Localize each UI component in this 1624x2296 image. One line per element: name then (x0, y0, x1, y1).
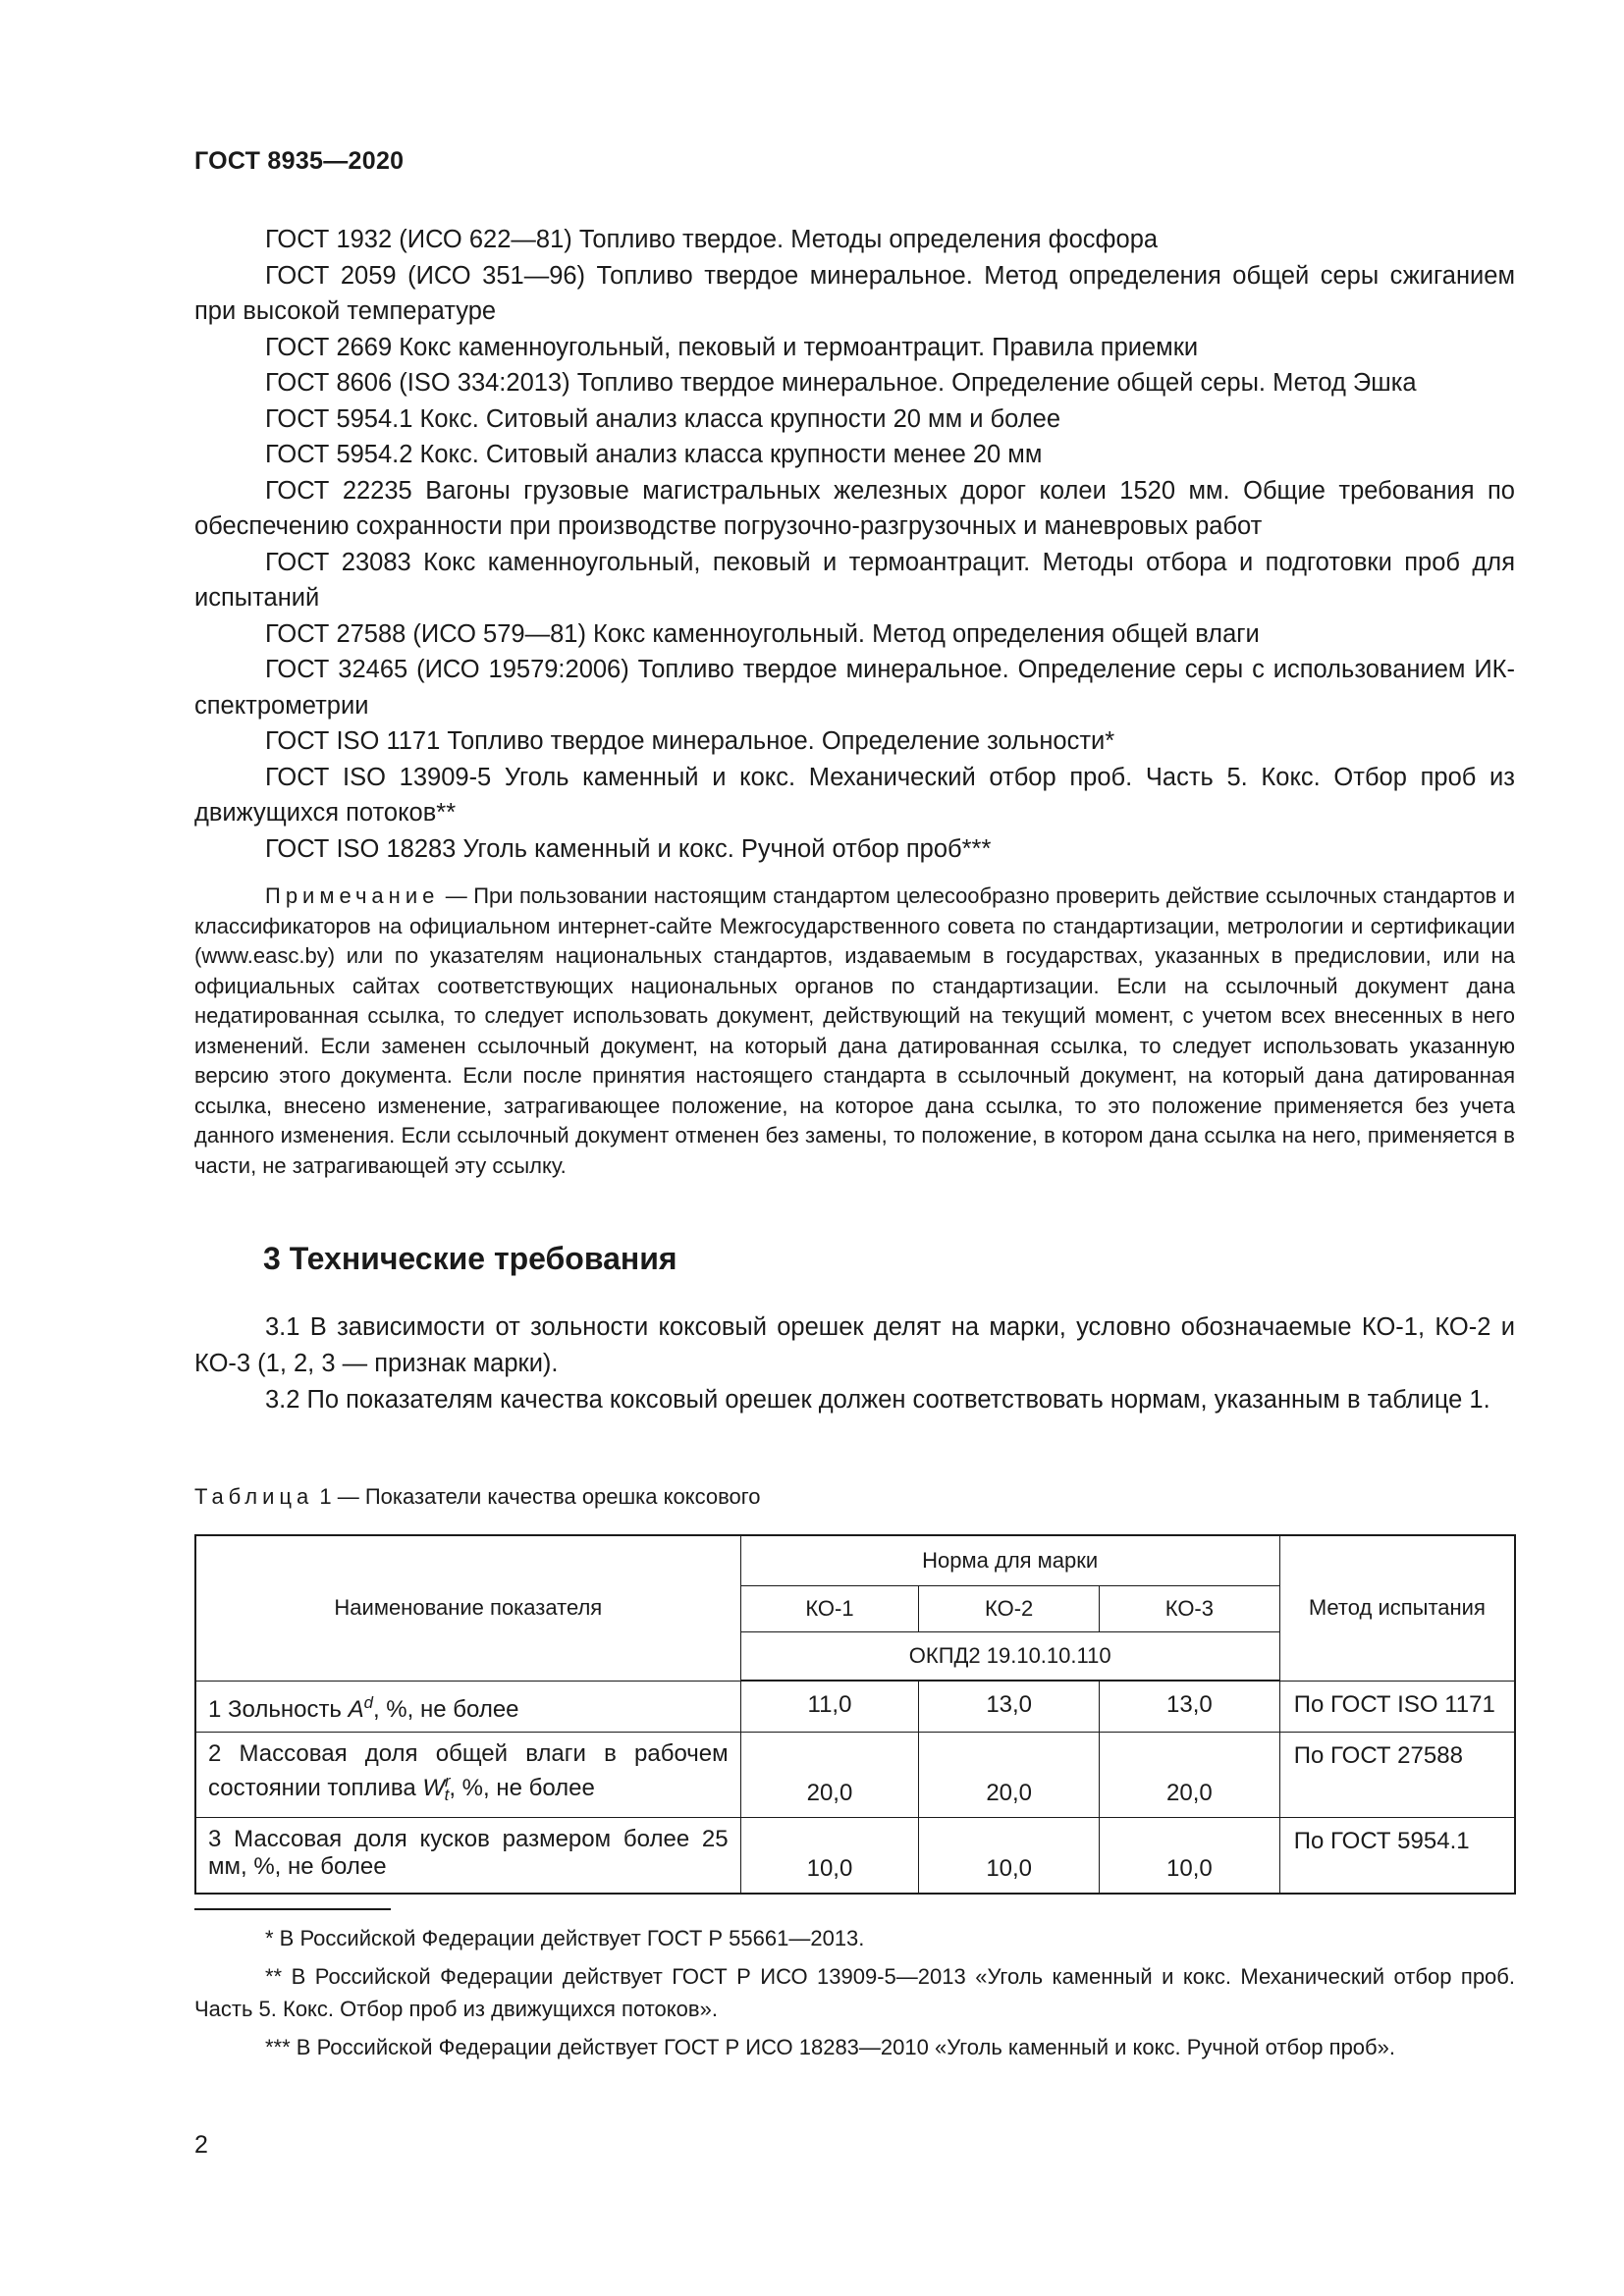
reference-item: ГОСТ 2669 Кокс каменноугольный, пековый и термоантрацит. Правила приемки (265, 333, 1199, 361)
table-row (195, 1681, 1515, 1732)
section-paragraph: 3.1 В зависимости от зольности коксовый орешек делят на марки, условно обозначаемые КО-1, КО-2 и КО-3 (1, 2, 3 — признак марки). (194, 1313, 1515, 1377)
reference-item: ГОСТ 23083 Кокс каменноугольный, пековый и термоантрацит. Методы отбора и подготовки проб для испытаний (194, 548, 1515, 612)
reference-item: ГОСТ ISO 13909-5 Уголь каменный и кокс. Механический отбор проб. Часть 5. Кокс. Отбор проб из движущихся потоков** (194, 763, 1515, 827)
note-label: Примечание (265, 883, 440, 908)
document-code-header: ГОСТ 8935—2020 (194, 147, 405, 175)
norm-value: 10,0 (740, 1818, 919, 1895)
test-method: По ГОСТ ISO 1171 (1279, 1681, 1515, 1732)
norm-value: 11,0 (740, 1681, 919, 1732)
indicator-name: 1 Зольность $A^d$, %, не более (195, 1681, 740, 1732)
table-caption (194, 1484, 761, 1510)
reference-item: ГОСТ 8606 (ISO 334:2013) Топливо твердое минеральное. Определение общей серы. Метод Эшка (265, 369, 1417, 397)
reference-item: ГОСТ 27588 (ИСО 579—81) Кокс каменноугольный. Метод определения общей влаги (265, 619, 1260, 648)
note-text: — При пользовании настоящим стандартом целесообразно проверить действие ссылочных стандартов и классификаторов на официальном интернет-сайте Межгосударственного совета по стандартизации, метрологии и сертификации (www.easc.by) или по указателям национальных стандартов, издаваемым в государствах, указанных в предисловии, или на официальных сайтах соответствующих национальных органов по стандартизации. Если на ссылочный документ дана недатированная ссылка, то следует использовать документ, действующий на текущий момент, с учетом всех внесенных в него изменений. Если заменен ссылочный документ, на который дана датированная ссылка, то следует использовать указанную версию этого документа. Если после принятия настоящего стандарта в ссылочный документ, на который дана датированная ссылка, внесено изменение, затрагивающее положение, на которое дана ссылка, то это положение применяется без учета данного изменения. Если ссылочный документ отменен без замены, то положение, в котором дана ссылка на него, применяется в части, не затрагивающей эту ссылку. (194, 883, 1515, 1178)
footnote-separator (194, 1908, 391, 1910)
header-indicator-name: Наименование показателя (195, 1535, 740, 1681)
header-grade: КО-1 (740, 1586, 919, 1632)
norm-value: 20,0 (740, 1732, 919, 1818)
reference-item: ГОСТ 5954.2 Кокс. Ситовый анализ класса крупности менее 20 мм (265, 441, 1043, 468)
page-number: 2 (194, 2131, 208, 2159)
section-body (194, 1309, 1515, 1418)
header-okpd-code: ОКПД2 19.10.10.110 (740, 1632, 1279, 1682)
section-title: 3 Технические требования (263, 1241, 677, 1276)
quality-indicators-table (194, 1534, 1516, 1895)
header-test-method: Метод испытания (1279, 1535, 1515, 1681)
indicator-name: 3 Массовая доля кусков размером более 25 мм, %, не более (195, 1818, 740, 1895)
norm-value: 13,0 (919, 1681, 1100, 1732)
normative-references-list (194, 222, 1515, 867)
reference-item: ГОСТ ISO 1171 Топливо твердое минеральное. Определение зольности* (265, 727, 1115, 755)
reference-item: ГОСТ 5954.1 Кокс. Ситовый анализ класса крупности 20 мм и более (265, 404, 1060, 433)
footnote: ** В Российской Федерации действует ГОСТ Р ИСО 13909-5—2013 «Уголь каменный и кокс. Механический отбор проб. Часть 5. Кокс. Отбор проб из движущихся потоков». (194, 1964, 1515, 2021)
header-grade: КО-2 (919, 1586, 1100, 1632)
norm-value: 10,0 (1100, 1818, 1280, 1895)
reference-item: ГОСТ 32465 (ИСО 19579:2006) Топливо твердое минеральное. Определение серы с использованием ИК-спектрометрии (194, 656, 1515, 720)
reference-item: ГОСТ ISO 18283 Уголь каменный и кокс. Ручной отбор проб*** (265, 834, 992, 863)
reference-item: ГОСТ 22235 Вагоны грузовые магистральных железных дорог колеи 1520 мм. Общие требования по обеспечению сохранности при производстве погрузочно-разгрузочных и маневровых работ (194, 476, 1515, 540)
footnote: *** В Российской Федерации действует ГОСТ Р ИСО 18283—2010 «Уголь каменный и кокс. Ручной отбор проб». (265, 2035, 1395, 2059)
norm-value: 13,0 (1100, 1681, 1280, 1732)
table-caption-text: 1 — Показатели качества орешка коксового (313, 1484, 761, 1509)
section-paragraph: 3.2 По показателям качества коксовый орешек должен соответствовать нормам, указанным в таблице 1. (265, 1386, 1490, 1414)
header-norm: Норма для марки (740, 1535, 1279, 1586)
reference-item: ГОСТ 2059 (ИСО 351—96) Топливо твердое минеральное. Метод определения общей серы сжиганием при высокой температуре (194, 261, 1515, 325)
norm-value: 10,0 (919, 1818, 1100, 1895)
norm-value: 20,0 (1100, 1732, 1280, 1818)
footnote: * В Российской Федерации действует ГОСТ Р 55661—2013. (265, 1926, 865, 1950)
table-caption-label: Таблица (194, 1484, 314, 1509)
header-grade: КО-3 (1100, 1586, 1280, 1632)
indicator-name: 2 Массовая доля общей влаги в рабочем состоянии топлива $W^r_t$, %, не более (195, 1732, 740, 1818)
table-row (195, 1732, 1515, 1818)
norm-value: 20,0 (919, 1732, 1100, 1818)
test-method: По ГОСТ 27588 (1279, 1732, 1515, 1818)
reference-item: ГОСТ 1932 (ИСО 622—81) Топливо твердое. Методы определения фосфора (265, 226, 1159, 253)
table-row (195, 1818, 1515, 1895)
test-method: По ГОСТ 5954.1 (1279, 1818, 1515, 1895)
references-note (194, 881, 1515, 1181)
footnotes (194, 1922, 1515, 2069)
